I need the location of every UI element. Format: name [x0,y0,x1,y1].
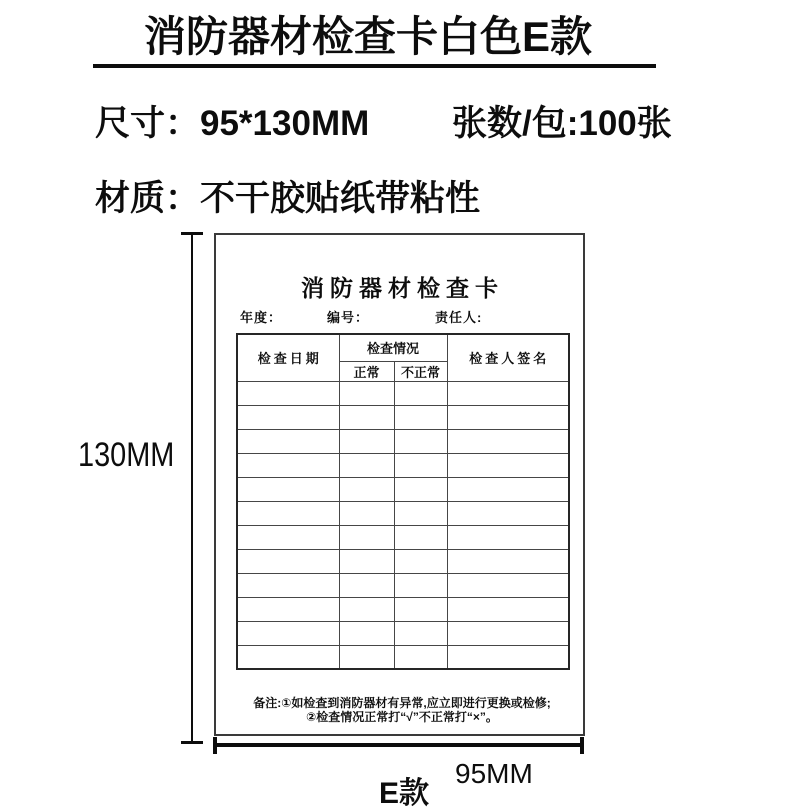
empty-cell [394,453,447,477]
empty-row [237,477,569,501]
empty-cell [447,453,569,477]
empty-cell [394,477,447,501]
empty-cell [447,621,569,645]
empty-cell [237,501,339,525]
empty-cell [447,381,569,405]
empty-cell [237,645,339,669]
empty-row [237,381,569,405]
empty-cell [447,501,569,525]
empty-cell [237,477,339,501]
empty-row [237,501,569,525]
col-header-signature: 检查人签名 [447,334,569,381]
empty-row [237,453,569,477]
empty-cell [394,621,447,645]
empty-cell [339,597,394,621]
empty-cell [237,429,339,453]
page-title: 消防器材检查卡白色E款 [143,13,592,60]
empty-cell [447,477,569,501]
empty-cell [237,525,339,549]
width-dimension-cap-right [580,737,584,754]
empty-row [237,621,569,645]
width-dimension-label: 95MM [455,758,533,789]
empty-row [237,549,569,573]
empty-cell [447,549,569,573]
title-divider [93,64,656,68]
empty-cell [394,429,447,453]
empty-cell [394,549,447,573]
empty-cell [339,549,394,573]
height-dimension-line [191,233,193,743]
empty-cell [394,573,447,597]
height-dimension-cap-top [181,232,203,235]
card-notes [232,696,572,724]
spec-size: 尺寸：95*130MM [95,104,370,143]
header-row-1 [237,334,569,361]
empty-cell [237,573,339,597]
empty-cell [339,645,394,669]
card-fields-row [216,307,583,325]
spec-material: 材质：不干胶贴纸带粘性 [95,179,481,218]
field-number-label: 编号： [327,310,370,325]
inspection-table [236,333,570,670]
field-responsible-label: 责任人: [435,310,483,325]
empty-cell [237,405,339,429]
note-line-2: ②检查情况正常打“√”不正常打“×”。 [306,710,498,724]
empty-cell [339,573,394,597]
empty-cell [447,597,569,621]
height-dimension-label: 130MM [78,436,175,474]
empty-cell [394,525,447,549]
card-title: 消防器材检查卡 [301,275,504,301]
inspection-table-header [237,334,569,381]
col-header-normal: 正常 [339,361,394,381]
empty-cell [394,405,447,429]
empty-cell [339,525,394,549]
col-header-date: 检查日期 [237,334,339,381]
empty-cell [447,573,569,597]
width-dimension-line [214,743,584,747]
empty-row [237,525,569,549]
col-header-status: 检查情况 [339,334,447,361]
empty-row [237,645,569,669]
empty-cell [394,645,447,669]
empty-cell [237,621,339,645]
empty-row [237,597,569,621]
empty-cell [447,429,569,453]
empty-cell [339,453,394,477]
empty-cell [447,405,569,429]
empty-cell [237,549,339,573]
inspection-card [214,233,585,736]
empty-cell [339,621,394,645]
empty-cell [237,453,339,477]
empty-row [237,429,569,453]
empty-cell [339,501,394,525]
col-header-abnormal: 不正常 [394,361,447,381]
empty-cell [237,597,339,621]
empty-cell [394,501,447,525]
width-dimension-cap-left [213,737,217,754]
empty-row [237,405,569,429]
empty-cell [394,381,447,405]
empty-cell [447,645,569,669]
empty-cell [237,381,339,405]
empty-cell [339,405,394,429]
inspection-table-body [237,381,569,669]
empty-cell [447,525,569,549]
height-dimension-cap-bottom [181,741,203,744]
field-year-label: 年度： [240,310,283,325]
empty-cell [339,429,394,453]
empty-row [237,573,569,597]
note-line-1: 备注:①如检查到消防器材有异常,应立即进行更换或检修; [253,696,551,710]
empty-cell [339,381,394,405]
variant-label: E款 [379,777,430,810]
spec-quantity: 张数/包:100张 [452,104,672,143]
empty-cell [394,597,447,621]
empty-cell [339,477,394,501]
